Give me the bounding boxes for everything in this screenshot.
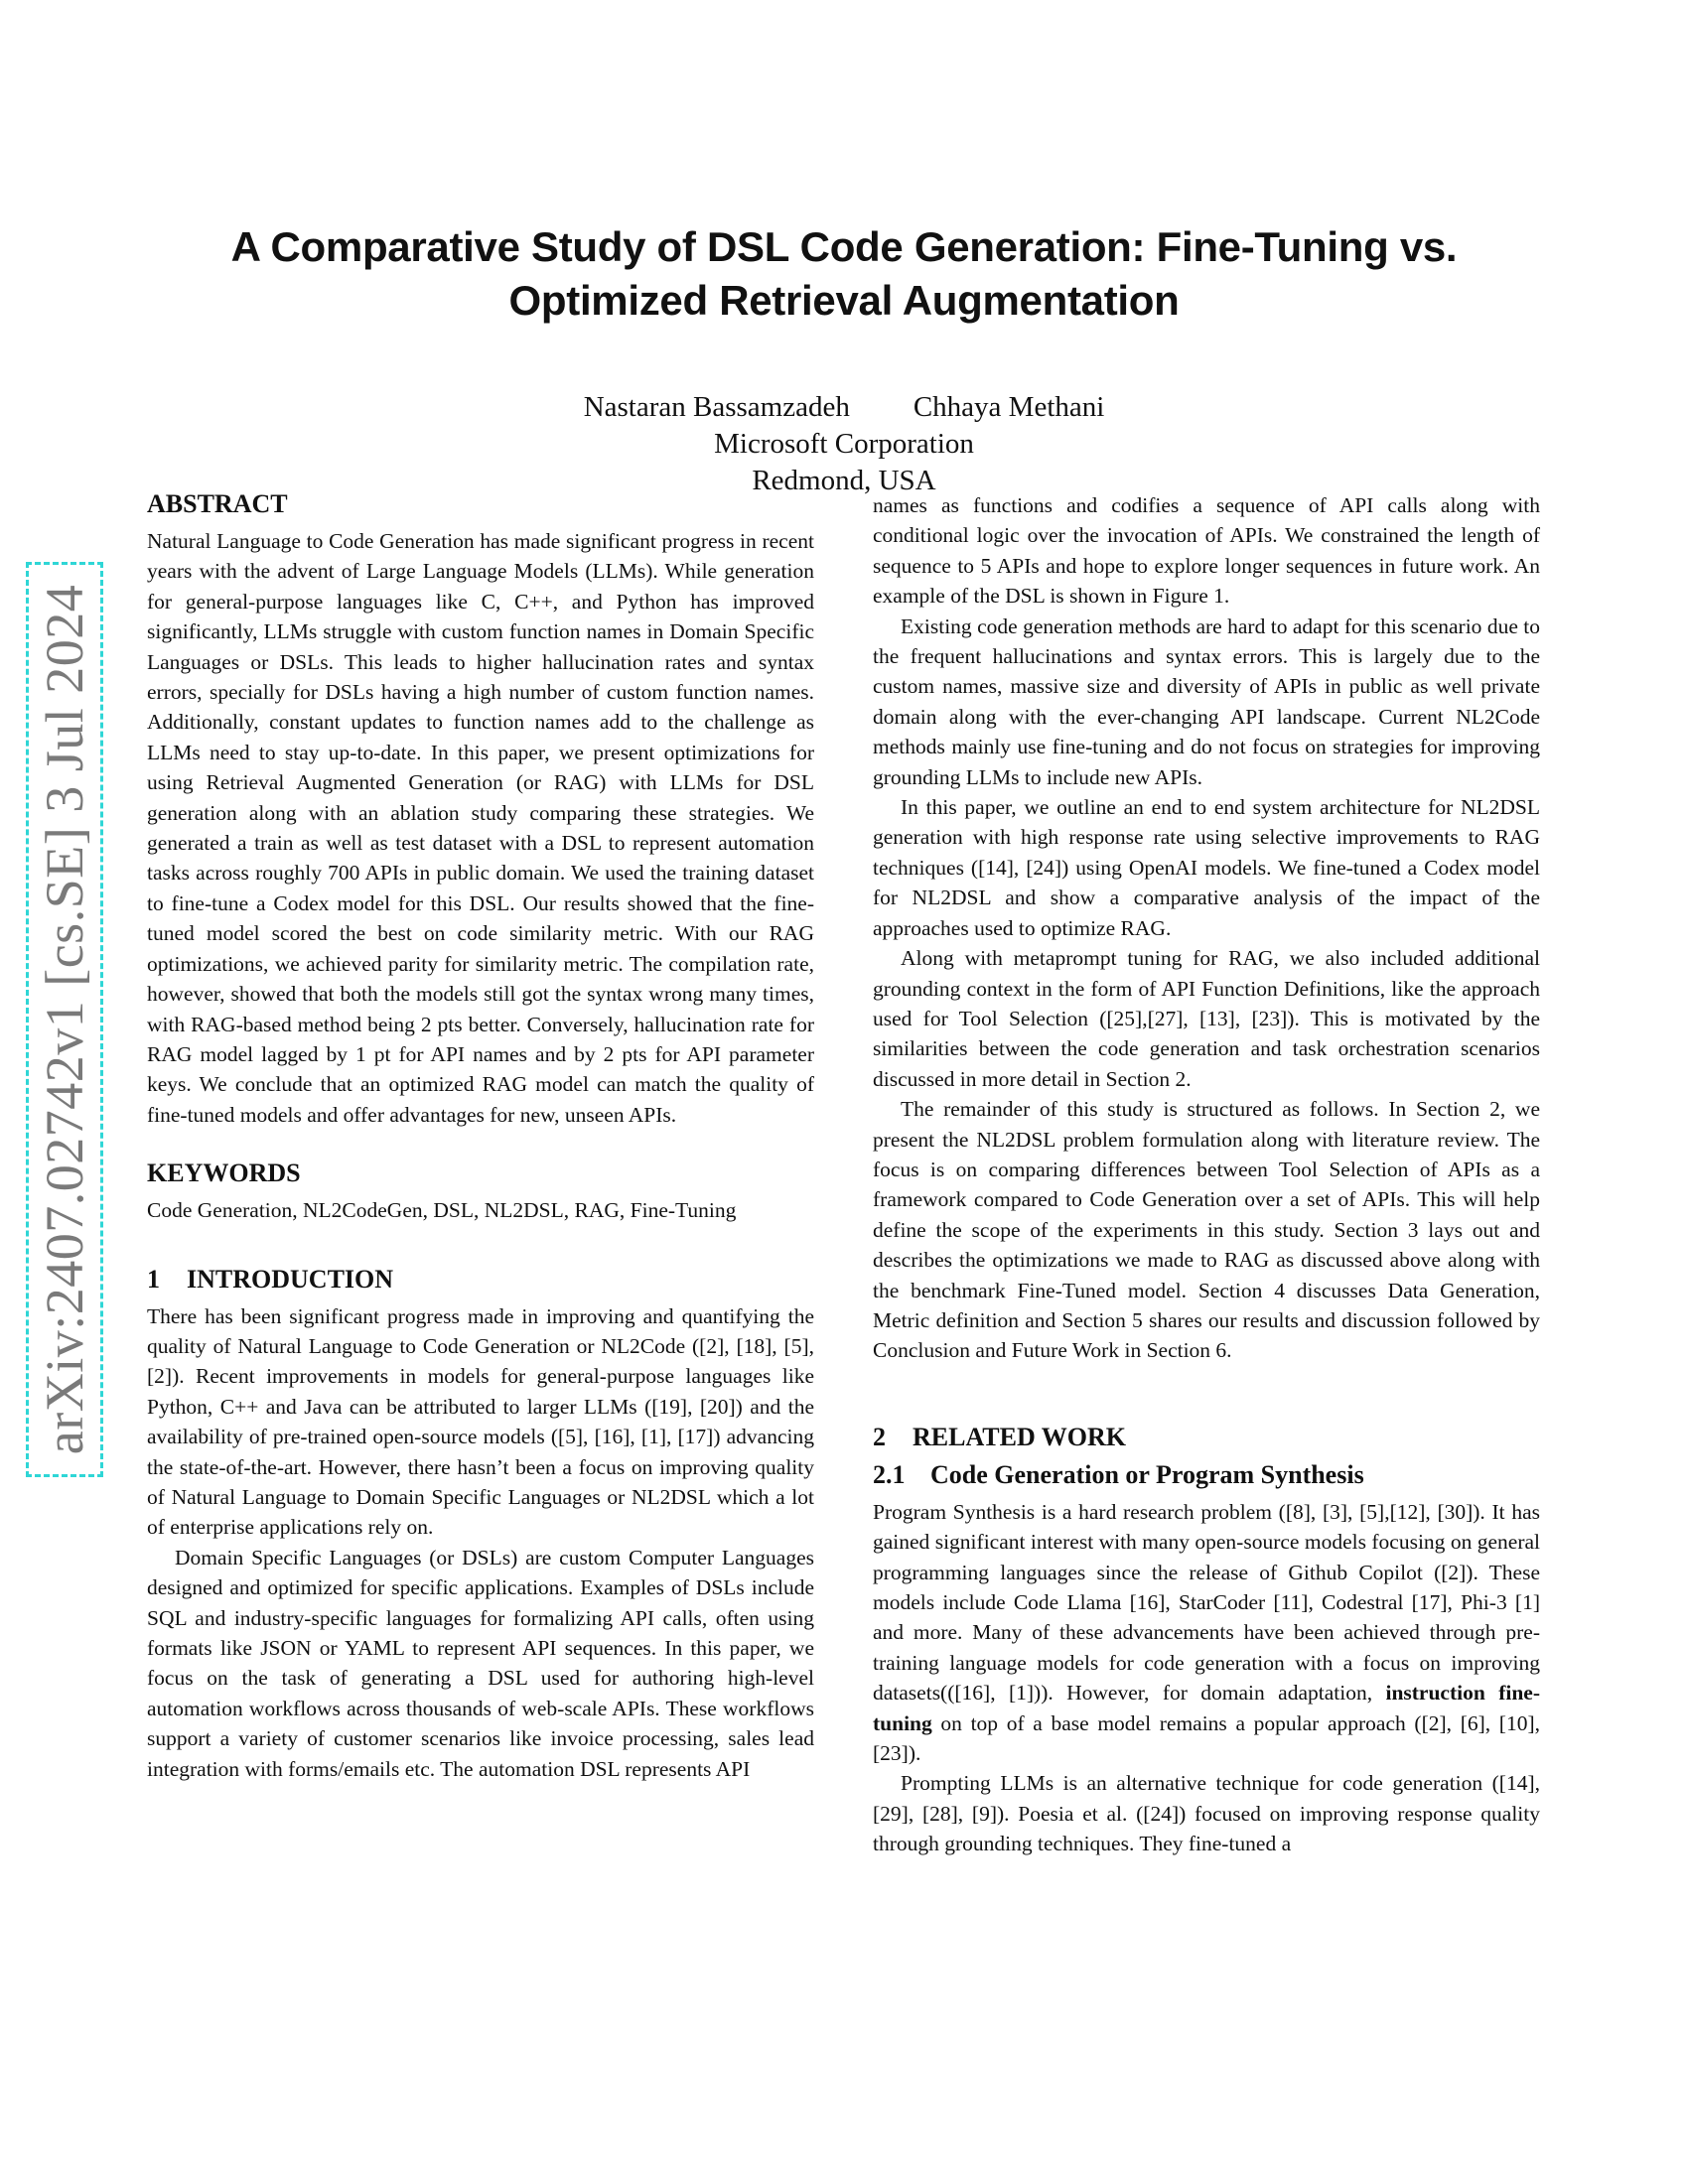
arxiv-identifier: arXiv:2407.02742v1 [cs.SE] 3 Jul 2024 (35, 584, 94, 1455)
intro-paragraph-continued: names as functions and codifies a sequence of API calls along with conditional logic over the invocation of APIs. We constrained the length of sequence to 5 APIs and hope to explore longer sequences in future work. An example of the DSL is shown in Figure 1. (873, 493, 1540, 609)
related-work-paragraph (873, 1497, 1540, 1769)
subsection-title: Code Generation or Program Synthesis (930, 1459, 1364, 1489)
location: Redmond, USA (752, 465, 936, 496)
subsection-number: 2.1 (873, 1459, 906, 1489)
intro-paragraph: There has been significant progress made in improving and quantifying the quality of Natural Language to Code Generation or NL2Code ([2], [18], [5], [2]). Recent improvements in models for general-purpose languages like Python, C++ and Java can be attributed to larger LLMs ([19], [20]) and the availability of pre-trained open-source models ([5], [16], [1], [17]) advancing the state-of-the-art. However, there hasn’t been a focus on improving quality of Natural Language to Domain Specific Languages or NL2DSL which a lot of enterprise applications rely on. (147, 1303, 814, 1540)
author-name: Nastaran Bassamzadeh (583, 391, 850, 423)
related-work-heading (873, 1422, 1540, 1453)
related-work-paragraph: Prompting LLMs is an alternative technique for code generation ([14], [29], [28], [9]). Poesia et al. ([24]) focused on improving response quality through grounding techniques. They fine-tuned a (873, 1771, 1540, 1856)
author-block (149, 389, 1539, 499)
intro-paragraph: Along with metaprompt tuning for RAG, we also included additional grounding context in the form of API Function Definitions, like the approach used for Tool Selection ([25],[27], [13], [23]). This is motivated by the similarities between the code generation and task orchestration scenarios discussed in more detail in Section 2. (873, 946, 1540, 1091)
intro-paragraph: The remainder of this study is structured as follows. In Section 2, we present the NL2DSL problem formulation along with literature review. The focus is on comparing differences between Tool Selection of APIs as a framework compared to Code Generation over a set of APIs. This will help define the scope of the experiments in this study. Section 3 lays out and describes the optimizations we made to RAG as discussed above along with the benchmark Fine-Tuned model. Section 4 discusses Data Generation, Metric definition and Section 5 shares our results and discussion followed by Conclusion and Future Work in Section 6. (873, 1097, 1540, 1363)
section-title: RELATED WORK (913, 1422, 1127, 1451)
section-number: 2 (873, 1422, 886, 1451)
intro-paragraph: In this paper, we outline an end to end system architecture for NL2DSL generation with high response rate using selective improvements to RAG techniques ([14], [24]) using OpenAI models. We fine-tuned a Codex model for NL2DSL and show a comparative analysis of the impact of the approaches used to optimize RAG. (873, 795, 1540, 940)
paragraph-text: Program Synthesis is a hard research problem ([8], [3], [5],[12], [30]). It has gained significant interest with many open-source models focusing on general programming languages since the release of Github Copilot ([2]). These models include Code Llama [16], StarCoder [11], Codestral [17], Phi-3 [1] and more. Many of these advancements have been achieved through pre-training language models for code generation with a focus on improving datasets(([16], [1])). However, for domain adaptation, (873, 1499, 1540, 1706)
section-number: 1 (147, 1264, 160, 1294)
intro-paragraph: Domain Specific Languages (or DSLs) are custom Computer Languages designed and optimized for specific applications. Examples of DSLs include SQL and industry-specific languages for formalizing API calls, often using formats like JSON or YAML to represent API sequences. In this paper, we focus on the task of generating a DSL used for authoring high-level automation workflows across thousands of web-scale APIs. These workflows support a variety of customer scenarios like invoice processing, sales lead integration with forms/emails etc. The automation DSL represents API (147, 1545, 814, 1781)
affiliation: Microsoft Corporation (714, 428, 974, 460)
arxiv-stamp (26, 562, 103, 1477)
section-title: INTRODUCTION (187, 1264, 394, 1294)
author-names (149, 389, 1539, 426)
right-column (873, 490, 1540, 1859)
abstract-heading: ABSTRACT (147, 489, 288, 518)
left-column (147, 488, 814, 1784)
introduction-heading (147, 1264, 814, 1296)
title-line-1: A Comparative Study of DSL Code Generation: Fine-Tuning vs. (230, 223, 1458, 270)
intro-paragraph: Existing code generation methods are hard to adapt for this scenario due to the frequent hallucinations and syntax errors. This is largely due to the custom names, massive size and diversity of APIs in public as well private domain along with the ever-changing API landscape. Current NL2Code methods mainly use fine-tuning and do not focus on strategies for improving grounding LLMs to include new APIs. (873, 614, 1540, 789)
paper-title (149, 220, 1539, 328)
keywords-heading: KEYWORDS (147, 1159, 301, 1188)
emphasis-text: instruction fine-tuning (873, 1681, 1540, 1735)
subsection-heading (873, 1459, 1540, 1491)
title-line-2: Optimized Retrieval Augmentation (508, 277, 1180, 324)
author-name: Chhaya Methani (913, 391, 1105, 423)
abstract-text: Natural Language to Code Generation has made significant progress in recent years with the advent of Large Language Models (LLMs). While generation for general-purpose languages like C, C++, and Python has improved significantly, LLMs struggle with custom function names in Domain Specific Languages or DSLs. This leads to higher hallucination rates and syntax errors, specially for DSLs having a high number of custom function names. Additionally, constant updates to function names add to the challenge as LLMs need to stay up-to-date. In this paper, we present optimizations for using Retrieval Augmented Generation (or RAG) with LLMs for DSL generation along with an ablation study comparing these strategies. We generated a train as well as test dataset with a DSL to represent automation tasks across roughly 700 APIs in public domain. We used the training dataset to fine-tune a Codex model for this DSL. Our results showed that the fine-tuned model scored the best on code similarity metric. With our RAG optimizations, we achieved parity for similarity metric. The compilation rate, however, showed that both the models still got the syntax wrong many times, with RAG-based method being 2 pts better. Conversely, hallucination rate for RAG model lagged by 1 pt for API names and by 2 pts for API parameter keys. We conclude that an optimized RAG model can match the quality of fine-tuned models and offer advantages for new, unseen APIs. (147, 529, 814, 1127)
paragraph-text: on top of a base model remains a popular approach ([2], [6], [10], [23]). (873, 1710, 1540, 1766)
keywords-text: Code Generation, NL2CodeGen, DSL, NL2DSL, RAG, Fine-Tuning (147, 1198, 737, 1223)
